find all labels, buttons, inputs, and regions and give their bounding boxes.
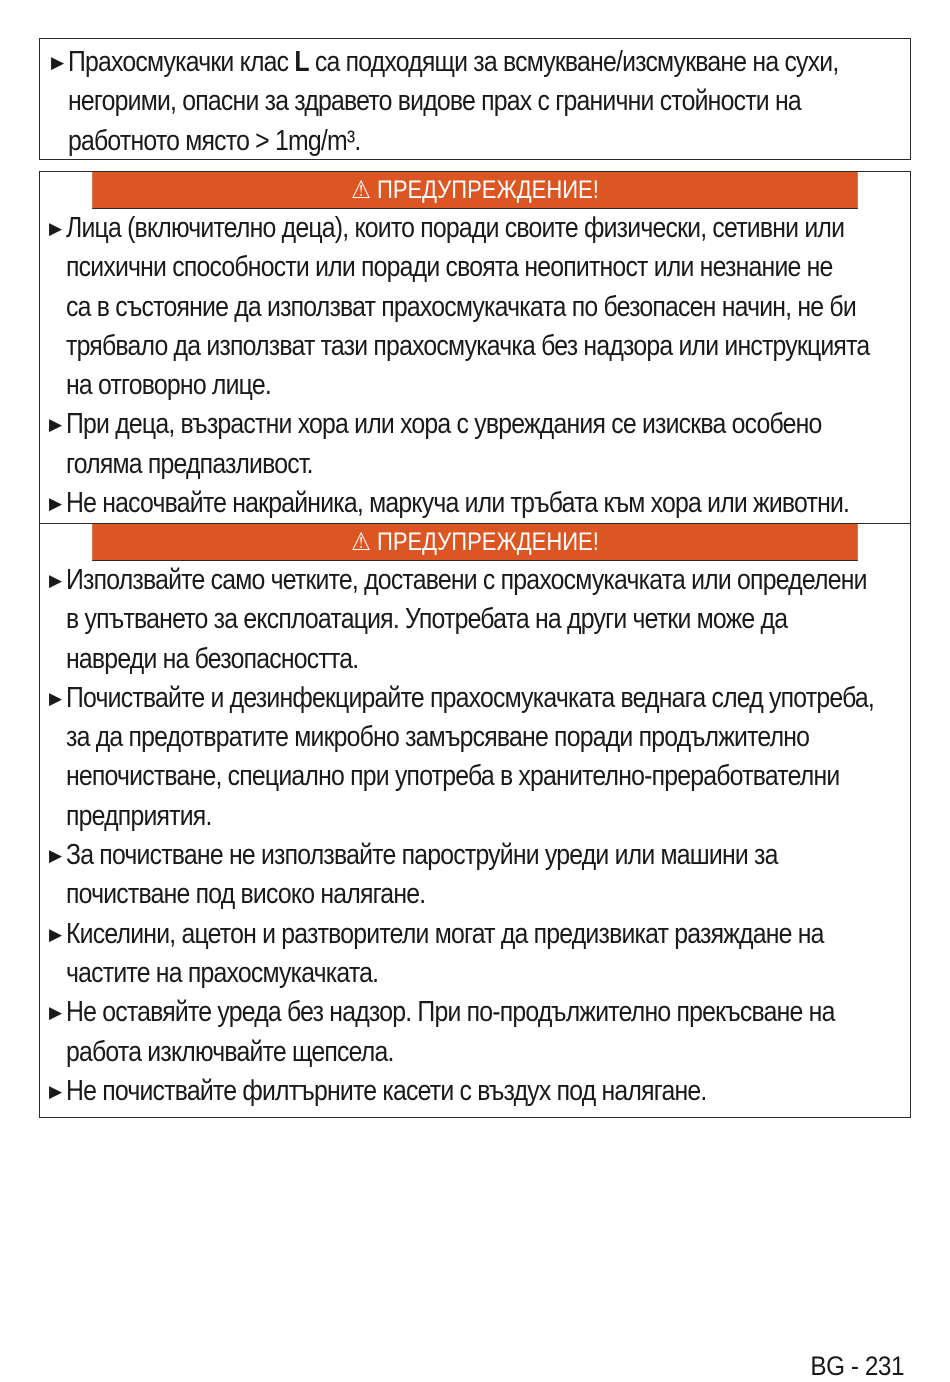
list-item-line: Използвайте само четките, доставени с прахосмукачката или определени	[66, 564, 867, 596]
bullet-arrow-icon: ▶	[49, 1081, 62, 1101]
list-item	[49, 679, 902, 836]
list-item-line: голяма предпазливост.	[66, 447, 313, 480]
list-item	[49, 1072, 902, 1111]
bullet-arrow-icon: ▶	[49, 494, 62, 514]
warning-box-1	[39, 171, 911, 524]
list-item-line: работа изключвайте щепсела.	[66, 1035, 394, 1068]
list-item-line: За почистване не използвайте пароструйни уреди или машини за	[66, 839, 778, 872]
list-item	[49, 836, 902, 915]
list-item-line: работното място > 1mg/m³.	[68, 124, 361, 157]
class-letter: L	[294, 46, 309, 78]
list-item-line: Не почиствайте филтърните касети с въздух под налягане.	[66, 1074, 707, 1107]
bullet-arrow-icon: ▶	[49, 1003, 62, 1023]
list-item-line: в упътването за експлоатация. Употребата на други четки може да	[66, 603, 788, 636]
list-item-line: са в състояние да използват прахосмукачката по безопасен начин, не би	[66, 290, 856, 323]
list-item-line: за да предотвратите микробно замърсяване поради продължително	[66, 721, 810, 754]
list-item	[49, 993, 902, 1072]
list-item-line: Почиствайте и дезинфекцирайте прахосмукачката веднага след употреба,	[66, 681, 875, 714]
bullet-arrow-icon: ▶	[49, 846, 62, 866]
bullet-arrow-icon: ▶	[51, 53, 64, 72]
list-item-line: предприятия.	[66, 799, 212, 832]
warning-list	[40, 561, 910, 1111]
list-item-line: Не оставяйте уреда без надзор. При по-продължително прекъсване на	[66, 996, 835, 1029]
bullet-arrow-icon: ▶	[49, 688, 62, 708]
list-item-line: почистване под високо налягане.	[66, 878, 426, 911]
bullet-arrow-icon: ▶	[49, 415, 62, 435]
list-item-line: Киселини, ацетон и разтворители могат да предизвикат разяждане на	[66, 917, 824, 950]
list-item-line: навреди на безопасността.	[66, 642, 359, 675]
list-item	[49, 405, 902, 484]
warning-header: ⚠ ПРЕДУПРЕЖДЕНИЕ!	[92, 172, 858, 209]
list-item-line: Не насочвайте накрайника, маркуча или тръбата към хора или животни.	[66, 487, 850, 520]
page-number: BG - 231	[810, 1351, 904, 1381]
info-box	[39, 38, 911, 160]
warning-box-2	[39, 524, 911, 1118]
list-item	[49, 209, 902, 405]
list-item-line: негорими, опасни за здравето видове прах с гранични стойности на	[68, 85, 801, 118]
list-item-line: трябвало да използват тази прахосмукачка без надзора или инструкцията	[66, 329, 870, 362]
list-item	[49, 484, 902, 523]
list-item	[49, 915, 902, 994]
bullet-arrow-icon: ▶	[49, 571, 62, 590]
list-item-line: психични способности или поради своята неопитност или незнание не	[66, 251, 833, 284]
bullet-arrow-icon: ▶	[49, 219, 62, 238]
bullet-arrow-icon: ▶	[49, 924, 62, 944]
list-item-line: При деца, възрастни хора или хора с увреждания се изисква особено	[66, 408, 822, 441]
list-item-line: Прахосмукачки клас L са подходящи за всмукване/изсмукване на сухи,	[68, 46, 839, 78]
list-item-line: непочистване, специално при употреба в хранително-преработвателни	[66, 760, 840, 793]
warning-list	[40, 209, 910, 523]
list-item-line: на отговорно лице.	[66, 369, 271, 402]
warning-header: ⚠ ПРЕДУПРЕЖДЕНИЕ!	[92, 524, 858, 561]
list-item	[51, 43, 900, 161]
list-item-line: частите на прахосмукачката.	[66, 956, 379, 989]
list-item-line: Лица (включително деца), които поради своите физически, сетивни или	[66, 212, 845, 244]
list-item	[49, 561, 902, 679]
